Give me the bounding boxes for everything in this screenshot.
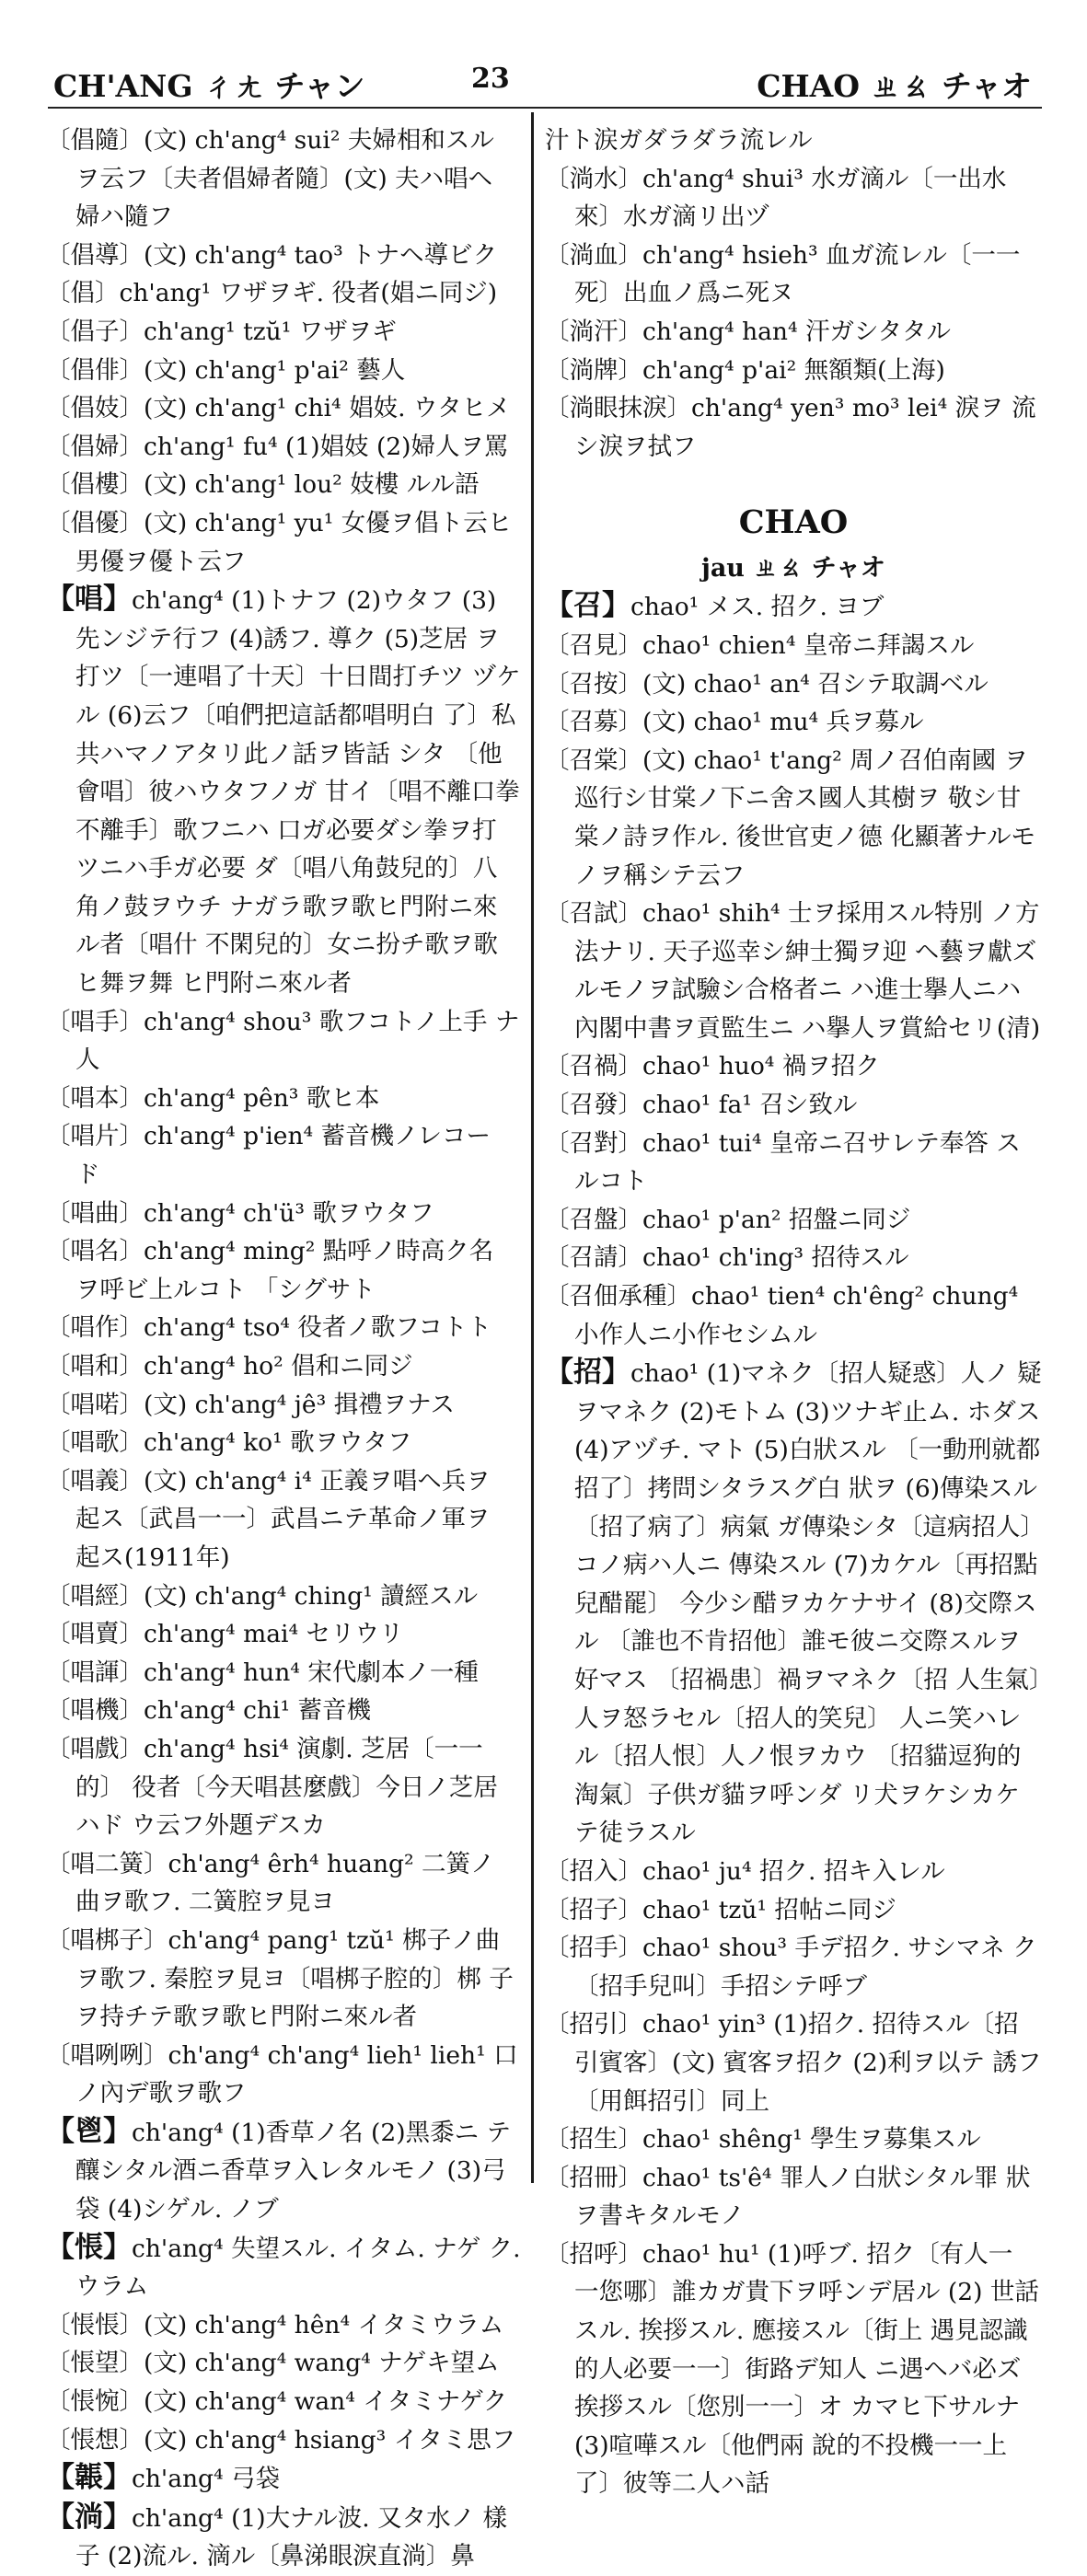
dictionary-entry: 〔招呼〕chao¹ hu¹ (1)呼ブ. 招ク〔有人一 一您哪〕誰カガ貴下ヲ呼ンデ居ル (2) 世話スル. 挨拶スル. 應接スル〔街上 遇見認識的人必要一一〕街路デ知人 ニ遇ヘバ必ズ挨拶スル〔您別一一〕オ カマヒ下サルナ (3)喧嘩スル〔他們兩 說的不投機一一上了〕彼等二人ハ話 — [545, 2239, 1039, 2499]
dictionary-entry: 〔招生〕chao¹ shêng¹ 學生ヲ募集スル — [545, 2125, 981, 2154]
headword: 【鬯】 — [46, 2114, 132, 2148]
dictionary-entry: 〔招冊〕chao¹ ts'ê⁴ 罪人ノ白狀シタル罪 狀ヲ書キタルモノ — [545, 2163, 1031, 2231]
right-column — [545, 121, 1042, 2503]
headword: 【唱】 — [46, 583, 132, 617]
dictionary-entry: 〔唱諢〕ch'ang⁴ hun⁴ 宋代劇本ノ一種 — [46, 1658, 479, 1687]
dictionary-entry: 〔唱義〕(文) ch'ang⁴ i⁴ 正義ヲ唱ヘ兵ヲ 起ス〔武昌一一〕武昌ニテ革命ノ軍ヲ 起ス(1911年) — [46, 1466, 491, 1572]
dictionary-entry: 〔淌血〕ch'ang⁴ hsieh³ 血ガ流レル〔一一 死〕出血ノ爲ニ死ヌ — [545, 240, 1021, 308]
dictionary-entry: 〔倡子〕ch'ang¹ tzŭ¹ ワザヲギ — [46, 317, 397, 346]
dictionary-entry: 〔倡妓〕(文) ch'ang¹ chi⁴ 娼妓. ウタヒメ — [46, 394, 511, 423]
dictionary-entry: 【韔】ch'ang⁴ 弓袋 — [46, 2461, 281, 2495]
dictionary-entry: 〔唱片〕ch'ang⁴ p'ien⁴ 蓄音機ノレコー ド — [46, 1122, 491, 1190]
dictionary-entry: 〔召佃承種〕chao¹ tien⁴ ch'êng² chung⁴ 小作人ニ小作セシムル — [545, 1282, 1019, 1349]
dictionary-entry: 〔招子〕chao¹ tzŭ¹ 招帖ニ同ジ — [545, 1895, 896, 1924]
dictionary-entry: 〔召募〕(文) chao¹ mu⁴ 兵ヲ募ル — [545, 708, 924, 737]
dictionary-entry: 【悵】ch'ang⁴ 失望スル. イタム. ナゲ ク. ウラム — [46, 2230, 521, 2302]
headword: 【淌】 — [46, 2500, 132, 2534]
headword: 【韔】 — [46, 2461, 132, 2495]
section-title: CHAO — [738, 503, 849, 542]
dictionary-entry: 〔招手〕chao¹ shou³ 手デ招ク. サシマネ ク〔招手兒叫〕手招シテ呼ブ — [545, 1934, 1037, 2001]
dictionary-entry: 〔招入〕chao¹ ju⁴ 招ク. 招キ入レル — [545, 1856, 945, 1886]
dictionary-entry: 〔召棠〕(文) chao¹ t'ang² 周ノ召伯南國 ヲ巡行シ甘棠ノ下ニ舍ス國人其樹ヲ 敬シ甘棠ノ詩ヲ作ル. 後世官吏ノ德 化顯著ナルモノヲ稱シテ云フ — [545, 745, 1035, 890]
dictionary-entry: 【召】chao¹ メス. 招ク. ヨブ — [545, 589, 885, 623]
dictionary-entry: 〔淌水〕ch'ang⁴ shui³ 水ガ滴ル〔一出水 來〕水ガ滴リ出ヅ — [545, 164, 1007, 232]
dictionary-entry: 〔唱賣〕ch'ang⁴ mai⁴ セリウリ — [46, 1620, 404, 1649]
dictionary-entry: 〔唱歌〕ch'ang⁴ ko¹ 歌ヲウタフ — [46, 1428, 412, 1458]
dictionary-entry: 〔淌汗〕ch'ang⁴ han⁴ 汗ガシタタル — [545, 317, 951, 346]
dictionary-entry: 〔唱曲〕ch'ang⁴ ch'ü³ 歌ヲウタフ — [46, 1198, 434, 1228]
dictionary-entry: 【招】chao¹ (1)マネク〔招人疑惑〕人ノ 疑ヲマネク (2)モトム (3)ツナギ止ム. ホダス (4)アヅチ. マト (5)白狀スル 〔一動刑就都招了〕拷問シタラスグ白 狀ヲ (6)傳染スル〔招了病了〕病氣 ガ傳染シタ〔這病招人〕コノ病ハ人ニ 傳染スル (7)カケル〔再招點兒醋罷〕 今少シ醋ヲカケナサイ (8)交際スル 〔誰也不肯招他〕誰モ彼ニ交際スルヲ 好マス 〔招禍患〕禍ヲマネク〔招 人生氣〕人ヲ怒ラセル〔招人的笑兒〕 人ニ笑ハレル〔招人恨〕人ノ恨ヲカウ 〔招貓逗狗的淘氣〕子供ガ貓ヲ呼ンダ リ犬ヲケシカケテ徒ラスル — [545, 1356, 1042, 1848]
header-left: CH'ANG ㄔㄤ チャン — [53, 68, 365, 104]
dictionary-entry: 〔倡優〕(文) ch'ang¹ yu¹ 女優ヲ倡ト云ヒ 男優ヲ優ト云フ — [46, 508, 513, 576]
dictionary-entry: 〔唱作〕ch'ang⁴ tso⁴ 役者ノ歌フコトト — [46, 1313, 491, 1343]
column-divider — [531, 112, 534, 2183]
dictionary-entry: 〔唱本〕ch'ang⁴ pên³ 歌ヒ本 — [46, 1083, 380, 1113]
header-right: CHAO ㄓㄠ チャオ — [757, 68, 1032, 104]
dictionary-entry: 〔悵悵〕(文) ch'ang⁴ hên⁴ イタミウラム — [46, 2310, 504, 2339]
dictionary-entry: 〔唱機〕ch'ang⁴ chi¹ 蓄音機 — [46, 1696, 372, 1726]
dictionary-entry: 〔唱戲〕ch'ang⁴ hsi⁴ 演劇. 芝居〔一一的〕 役者〔今天唱甚麼戲〕今日ノ芝居ハド ウ云フ外題デスカ — [46, 1734, 498, 1841]
dictionary-entry: 〔召對〕chao¹ tui⁴ 皇帝ニ召サレテ奉答 スルコト — [545, 1128, 1021, 1196]
dictionary-entry: 【鬯】ch'ang⁴ (1)香草ノ名 (2)黑黍ニ テ釀シタル酒ニ香草ヲ入レタルモノ (3)弓袋 (4)シゲル. ノブ — [46, 2114, 511, 2224]
dictionary-entry: 〔倡樓〕(文) ch'ang¹ lou² 妓樓 ルル語 — [46, 470, 480, 500]
page-number: 23 — [471, 63, 510, 95]
dictionary-entry: 〔召發〕chao¹ fa¹ 召シ致ル — [545, 1091, 858, 1120]
dictionary-entry: 〔倡隨〕(文) ch'ang⁴ sui² 夫婦相和スル ヲ云フ〔夫者倡婦者隨〕(文) 夫ハ唱ヘ 婦ハ隨フ — [46, 126, 494, 232]
dictionary-entry: 〔唱梆子〕ch'ang⁴ pang¹ tzŭ¹ 梆子ノ曲 ヲ歌フ. 秦腔ヲ見ヨ〔唱梆子腔的〕梆 子ヲ持チテ歌ヲ歌ヒ門附ニ來ル者 — [46, 1925, 514, 2032]
left-column — [46, 121, 521, 2576]
dictionary-entry: 〔召盤〕chao¹ p'an² 招盤ニ同ジ — [545, 1205, 911, 1234]
dictionary-entry: 〔召見〕chao¹ chien⁴ 皇帝ニ拜謁スル — [545, 630, 975, 660]
dictionary-entry: 〔淌牌〕ch'ang⁴ p'ai² 無額類(上海) — [545, 355, 945, 385]
headword: 【悵】 — [46, 2230, 132, 2264]
section-subtitle: jau ㄓㄠ チャオ — [701, 554, 885, 583]
dictionary-entry: 〔倡婦〕ch'ang¹ fu⁴ (1)娼妓 (2)婦人ヲ罵 — [46, 432, 509, 461]
dictionary-entry: 〔倡導〕(文) ch'ang⁴ tao³ トナヘ導ビク — [46, 240, 498, 270]
dictionary-entry: 〔招引〕chao¹ yin³ (1)招ク. 招待スル〔招 引賓客〕(文) 賓客ヲ招ク (2)利ヲ以テ 誘フ〔用餌招引〕同上 — [545, 2010, 1042, 2116]
dictionary-entry: 【淌】ch'ang⁴ (1)大ナル波. 又タ水ノ 樣子 (2)流ル. 滴ル〔鼻涕眼淚直淌〕鼻 — [46, 2500, 508, 2571]
headword: 【召】 — [545, 589, 630, 623]
dictionary-entry: 〔悵想〕(文) ch'ang⁴ hsiang³ イタミ思フ — [46, 2425, 516, 2455]
dictionary-entry: 〔唱經〕(文) ch'ang⁴ ching¹ 讀經スル — [46, 1581, 479, 1611]
dictionary-entry: 〔唱二簧〕ch'ang⁴ êrh⁴ huang² 二簧ノ 曲ヲ歌フ. 二簧腔ヲ見ヨ — [46, 1849, 495, 1917]
dictionary-entry: 〔召試〕chao¹ shih⁴ 士ヲ採用スル特別 ノ方法ナリ. 天子巡幸シ紳士獨ヲ迎 ヘ藝ヲ獻ズルモノヲ試驗シ合格者ニ ハ進士擧人ニハ內閣中書ヲ貢監生ニ ハ擧人ヲ賞給セリ(清) — [545, 899, 1041, 1043]
headword: 【招】 — [545, 1356, 630, 1390]
dictionary-entry: 〔召按〕(文) chao¹ an⁴ 召シテ取調ベル — [545, 669, 989, 699]
dictionary-entry: 〔倡俳〕(文) ch'ang¹ p'ai² 藝人 — [46, 355, 406, 385]
dictionary-entry: 〔唱手〕ch'ang⁴ shou³ 歌フコトノ上手 ナ人 — [46, 1007, 520, 1075]
dictionary-entry: 〔淌眼抹淚〕ch'ang⁴ yen³ mo³ lei⁴ 淚ヲ 流シ淚ヲ拭フ — [545, 394, 1036, 461]
dictionary-entry: 〔唱名〕ch'ang⁴ ming² 點呼ノ時高ク名 ヲ呼ビ上ルコト 「シグサト — [46, 1237, 494, 1304]
dictionary-entry: 〔悵惋〕(文) ch'ang⁴ wan⁴ イタミナゲク — [46, 2387, 508, 2417]
dictionary-entry: 〔唱咧咧〕ch'ang⁴ ch'ang⁴ lieh¹ lieh¹ 口ノ內デ歌ヲ歌フ — [46, 2040, 518, 2108]
dictionary-entry: 【唱】ch'ang⁴ (1)トナフ (2)ウタフ (3) 先ンジテ行フ (4)誘フ. 導ク (5)芝居 ヲ打ツ〔一連唱了十天〕十日間打チツ ヅケル (6)云フ〔咱們把這話都唱明白 了〕私共ハマノアタリ此ノ話ヲ皆話 シタ 〔他會唱〕彼ハウタフノガ 甘イ〔唱不離口拳不離手〕歌フニハ 口ガ必要ダシ拳ヲ打ツニハ手ガ必要 ダ〔唱八角鼓兒的〕八角ノ鼓ヲウチ ナガラ歌ヲ歌ヒ門附ニ來ル者〔唱什 不閑兒的〕女ニ扮チ歌ヲ歌ヒ舞ヲ舞 ヒ門附ニ來ル者 — [46, 583, 521, 999]
dictionary-entry: 汁ト涙ガダラダラ流レル — [545, 126, 813, 155]
dictionary-entry: 〔唱和〕ch'ang⁴ ho² 倡和ニ同ジ — [46, 1352, 413, 1380]
dictionary-entry: 〔召請〕chao¹ ch'ing³ 招待スル — [545, 1243, 909, 1273]
right-entries — [545, 587, 1042, 2503]
dictionary-entry: 〔倡〕ch'ang¹ ワザヲギ. 役者(娼ニ同ジ) — [46, 279, 498, 308]
dictionary-entry: 〔悵望〕(文) ch'ang⁴ wang⁴ ナゲキ望ム — [46, 2349, 500, 2378]
right-entries-top — [545, 121, 1042, 466]
dictionary-entry: 〔唱喏〕(文) ch'ang⁴ jê³ 揖禮ヲナス — [46, 1390, 456, 1419]
header-rule — [48, 107, 1042, 109]
dictionary-entry: 〔召禍〕chao¹ huo⁴ 禍ヲ招ク — [545, 1052, 880, 1081]
